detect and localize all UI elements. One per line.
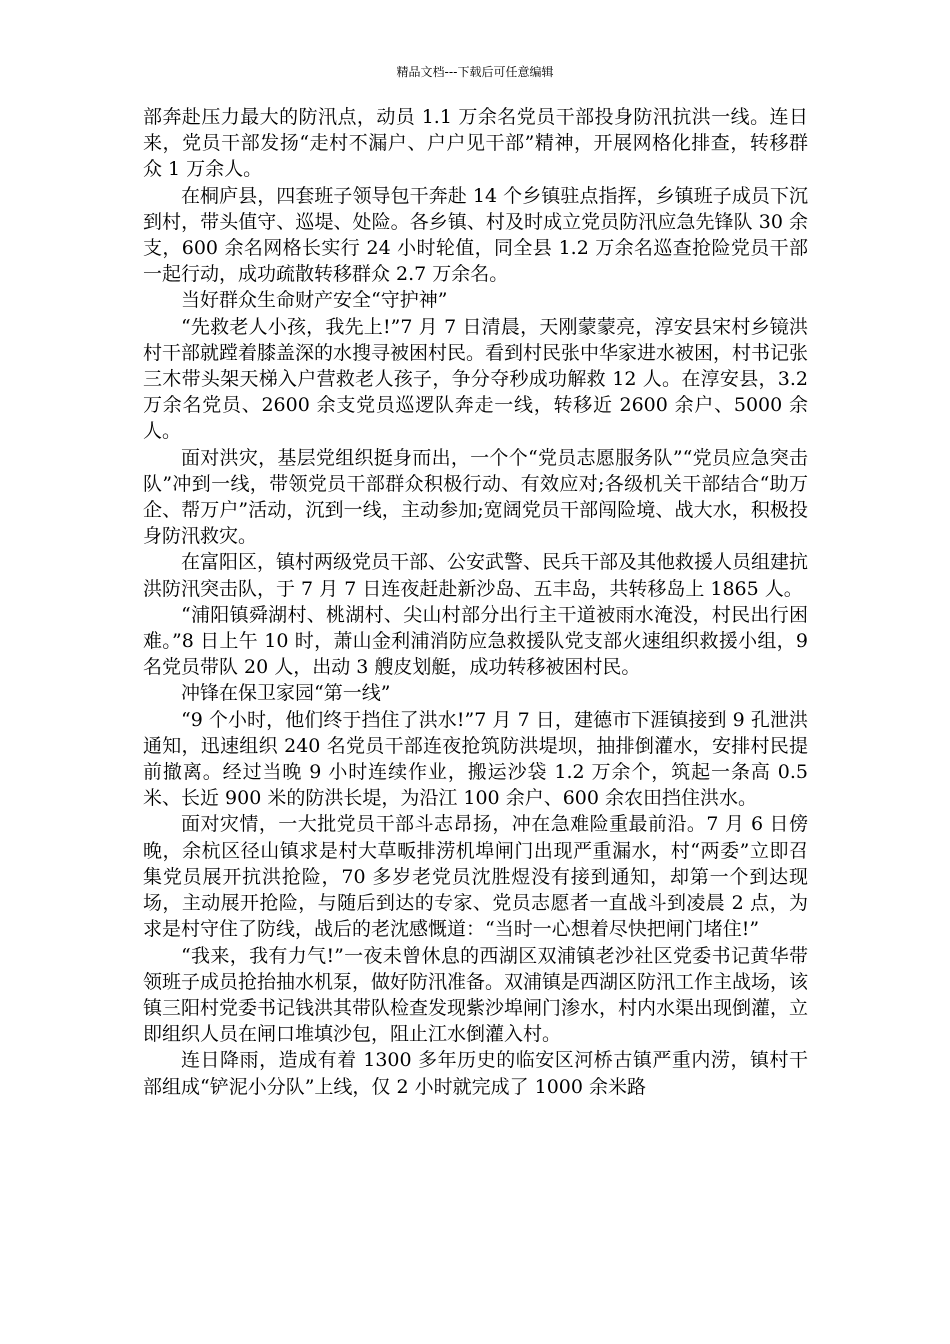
paragraph: 连日降雨，造成有着 1300 多年历史的临安区河桥古镇严重内涝，镇村干部组成“铲泥小分队”上线，仅 2 小时就完成了 1000 余米路 bbox=[143, 1049, 808, 1098]
page-header: 精品文档---下载后可任意编辑 bbox=[396, 65, 554, 79]
section-heading: 冲锋在保卫家园“第一线” bbox=[181, 682, 391, 705]
paragraph: “9 个小时，他们终于挡住了洪水!”7 月 7 日，建德市下涯镇接到 9 孔泄洪通知，迅速组织 240 名党员干部连夜抢筑防洪堤坝，抽排倒灌水，安排村民提前撤离。经过当晚 9 小时连续作业，搬运沙袋 1.2 万余个，筑起一条高 0.5 米、长近 900 米的防洪长堤，为沿江 100 余户、600 余农田挡住洪水。 bbox=[143, 708, 808, 810]
paragraph: 在桐庐县，四套班子领导包干奔赴 14 个乡镇驻点指挥，乡镇班子成员下沉到村，带头值守、巡堤、处险。各乡镇、村及时成立党员防汛应急先锋队 30 余支，600 余名网格长实行 24 小时轮值，同全县 1.2 万余名巡查抢险党员干部一起行动，成功疏散转移群众 2.7 万余名。 bbox=[143, 184, 808, 286]
paragraph: “先救老人小孩，我先上!”7 月 7 日清晨，天刚蒙蒙亮，淳安县宋村乡镜洪村干部就蹚着膝盖深的水搜寻被困村民。看到村民张中华家进水被困，村书记张三木带头架天梯入户营救老人孩子，争分夺秒成功解救 12 人。在淳安县，3.2 万余名党员、2600 余支党员巡逻队奔走一线，转移近 2600 余户、5000 余人。 bbox=[143, 315, 809, 443]
paragraph: 面对灾情，一大批党员干部斗志昂扬，冲在急难险重最前沿。7 月 6 日傍晚，余杭区径山镇求是村大草畈排涝机埠闸门出现严重漏水，村“两委”立即召集党员展开抗洪抢险，70 多岁老党员沈胜煜没有接到通知，却第一个到达现场，主动展开抢险，与随后到达的专家、党员志愿者一直战斗到凌晨 2 点，为求是村守住了防线，战后的老沈感慨道：“当时一心想着尽快把闸门堵住!” bbox=[143, 813, 808, 941]
paragraph: “我来，我有力气!”一夜未曾休息的西湖区双浦镇老沙社区党委书记黄华带领班子成员抢抬抽水机泵，做好防汛准备。双浦镇是西湖区防汛工作主战场，该镇三阳村党委书记钱洪其带队检查发现紫沙埠闸门渗水，村内水渠出现倒灌，立即组织人员在闸口堆填沙包，阻止江水倒灌入村。 bbox=[143, 944, 809, 1046]
paragraph: “浦阳镇舜湖村、桃湖村、尖山村部分出行主干道被雨水淹没，村民出行困难。”8 日上午 10 时，萧山金利浦消防应急救援队党支部火速组织救援小组，9 名党员带队 20 人，出动 3 艘皮划艇，成功转移被困村民。 bbox=[143, 603, 808, 679]
section-heading: 当好群众生命财产安全“守护神” bbox=[181, 289, 448, 312]
paragraph: 部奔赴压力最大的防汛点，动员 1.1 万余名党员干部投身防汛抗洪一线。连日来，党员干部发扬“走村不漏户、户户见干部”精神，开展网格化排查，转移群众 1 万余人。 bbox=[143, 106, 808, 181]
paragraph: 面对洪灾，基层党组织挺身而出，一个个“党员志愿服务队”“党员应急突击队”冲到一线，带领党员干部群众积极行动、有效应对;各级机关干部结合“助万企、帮万户”活动，沉到一线，主动参加;宽阔党员干部闯险境、战大水，积极投身防汛救灾。 bbox=[143, 446, 808, 548]
document-body bbox=[143, 104, 808, 1100]
paragraph: 在富阳区，镇村两级党员干部、公安武警、民兵干部及其他救援人员组建抗洪防汛突击队，于 7 月 7 日连夜赶赴新沙岛、五丰岛，共转移岛上 1865 人。 bbox=[143, 551, 809, 600]
